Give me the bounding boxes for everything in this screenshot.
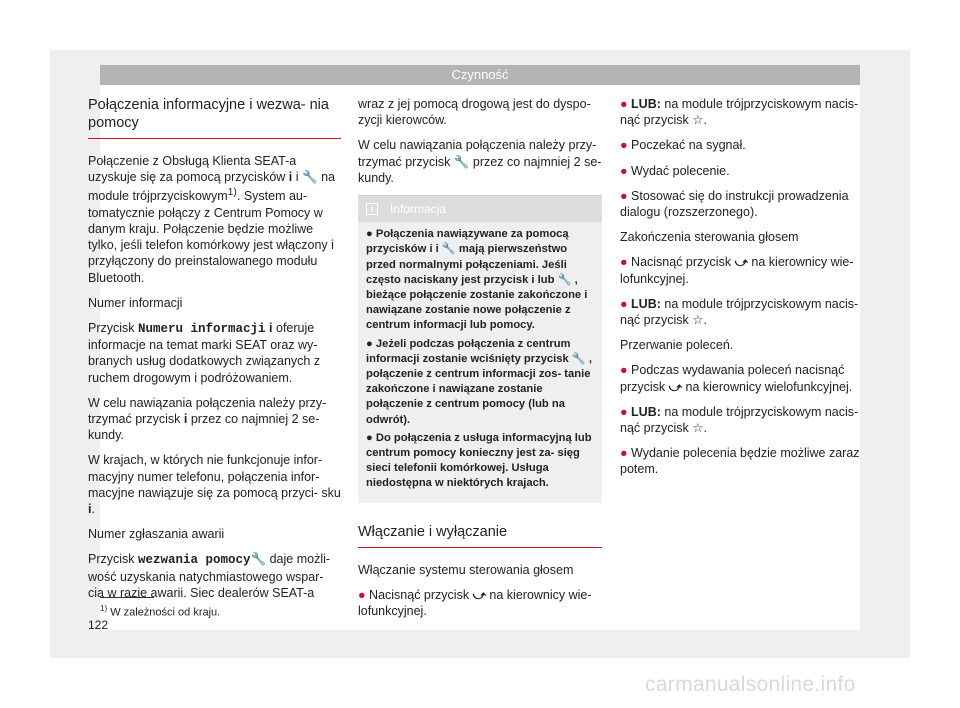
paragraph: Przycisk Numeru informacji i oferuje informacje na temat marki SEAT oraz wy- branych usług dodatkowych związanych z ruchem drogowym i podróżowaniem.: [88, 320, 321, 385]
subheading-voice-end: Zakończenia sterowania głosem: [620, 230, 799, 245]
info-box-header: [358, 196, 602, 222]
column-1: [88, 96, 341, 610]
paragraph: W celu nawiązania połączenia należy przy- trzymać przycisk 🔧 przez co najmniej 2 se- kundy.: [358, 138, 602, 185]
info-box-icon: i: [366, 203, 378, 215]
bullet-item: ● Wydać polecenie.: [620, 163, 730, 178]
bullet-icon: ●: [620, 404, 628, 419]
bullet-item: ● Nacisnąć przycisk ⤻ na kierownicy wie- lofunkcyjnej.: [358, 587, 592, 619]
info-icon: i: [269, 320, 273, 335]
bullet-item: ● Poczekać na sygnał.: [620, 138, 746, 153]
column-3: [620, 96, 860, 487]
bullet-icon: ●: [620, 296, 628, 311]
info-item: ● Do połączenia z usługa informacyjną lub centrum pomocy konieczny jest za- sięg sieci telefonii komórkowej. Usługa niedostępna w niektórych krajach.: [366, 431, 592, 490]
info-icon: i: [429, 243, 433, 256]
wrench-icon: 🔧: [302, 170, 318, 185]
subheading-emergency-number: Numer zgłaszania awarii: [88, 527, 225, 542]
bullet-item: ● Podczas wydawania poleceń nacisnąć przycisk ⤻ na kierownicy wielofunkcyjnej.: [620, 363, 853, 394]
bullet-icon: ●: [620, 138, 628, 153]
bullet-icon: ●: [366, 337, 373, 350]
footnote: $^{1)}$ W zależności od kraju.: [100, 604, 221, 619]
info-item: ● Jeżeli podczas połączenia z centrum informacji zostanie wciśnięty przycisk 🔧 , połączenie z centrum informacji zos- tanie zakończone i nawiązane zostanie połączenie z centrum pomocy (lub na odwrót).: [366, 337, 592, 426]
voice-control-icon: ⤻: [668, 379, 683, 394]
bullet-icon: ●: [358, 587, 366, 602]
wrench-icon: 🔧: [453, 154, 470, 169]
info-box: [358, 195, 602, 503]
wrench-icon: 🔧: [250, 552, 267, 567]
bullet-icon: ●: [366, 228, 373, 241]
bullet-item: ● Stosować się do instrukcji prowadzenia dialogu (rozszerzonego).: [620, 188, 849, 220]
subheading-interrupt: Przerwanie poleceń.: [620, 338, 734, 353]
star-icon: ☆: [692, 313, 704, 328]
bullet-item: ● Wydanie polecenia będzie możliwe zaraz potem.: [620, 446, 860, 477]
wrench-icon: 🔧: [557, 273, 572, 286]
section-heading-on-off: Włączanie i wyłączanie: [358, 523, 602, 548]
section-heading-info-calls: Połączenia informacyjne i wezwa- nia pomocy: [88, 96, 341, 139]
subheading-info-number: Numer informacji: [88, 295, 183, 310]
star-icon: ☆: [692, 421, 704, 436]
info-box-title: Informacja: [390, 202, 447, 217]
info-box-body: [358, 222, 602, 491]
wrench-icon: 🔧: [441, 243, 456, 256]
bullet-icon: ●: [620, 188, 628, 203]
info-icon: i: [531, 273, 535, 286]
column-2: [358, 96, 602, 628]
info-icon: i: [88, 502, 92, 517]
voice-control-icon: ⤻: [734, 255, 748, 270]
bullet-icon: ●: [620, 446, 628, 461]
info-item: ● Połączenia nawiązywane za pomocą przycisków i i 🔧 mają pierwszeństwo przed normalnymi połączeniami. Jeśli często naciskany jest przycisk i lub 🔧 , bieżące połączenie zostanie zakończone i nawiązane zostanie nowe połączenie z centrum informacji lub pomocy.: [366, 228, 588, 332]
paragraph: Połączenie z Obsługą Klienta SEAT-a uzyskuje się za pomocą przycisków i i 🔧 na module trójprzyciskowym$^{1)}$. System au- tomatycznie połączy z Centrum Pomocy w danym kraju. Połączenie będzie możliwe tylko, jeśli telefon komórkowy jest włączony i przyłączony do preinstalowanego modułu Bluetooth.: [88, 154, 335, 285]
info-icon: i: [288, 170, 293, 185]
bullet-item: ● Nacisnąć przycisk ⤻ na kierownicy wie- lofunkcyjnej.: [620, 255, 854, 286]
bullet-icon: ●: [620, 163, 628, 178]
page-number: 122: [88, 618, 109, 632]
info-icon: i: [183, 412, 188, 426]
footnote-ref[interactable]: 1): [227, 187, 237, 199]
footnote-divider: [100, 597, 154, 598]
bullet-item: ● LUB: na module trójprzyciskowym nacis- nąć przycisk ☆.: [620, 296, 859, 328]
paragraph: wraz z jej pomocą drogową jest do dyspo- zycji kierowców.: [358, 97, 591, 128]
voice-control-icon: ⤻: [472, 587, 486, 602]
paragraph: Przycisk wezwania pomocy🔧 daje możli- wość uzyskania natychmiastowego wspar- cia w razie awarii. Siec dealerów SEAT-a: [88, 552, 331, 600]
bullet-icon: ●: [366, 431, 373, 444]
bullet-icon: ●: [620, 363, 628, 378]
paragraph: W krajach, w których nie funkcjonuje infor- macyjny numer telefonu, połączenia infor- macyjne nawiązuje się za pomocą przyci- sku i.: [88, 453, 341, 517]
bullet-icon: ●: [620, 97, 628, 111]
subheading-voice-on: Włączanie systemu sterowania głosem: [358, 562, 574, 577]
watermark: carmanualsonline.info: [645, 673, 856, 696]
wrench-icon: 🔧: [571, 352, 586, 365]
star-icon: ☆: [692, 113, 704, 128]
bullet-icon: ●: [620, 255, 628, 270]
page-header: Czynność: [100, 65, 860, 85]
bullet-item: ● LUB: na module trójprzyciskowym nacis- nąć przycisk ☆.: [620, 97, 859, 128]
paragraph: W celu nawiązania połączenia należy przy- trzymać przycisk i przez co najmniej 2 se- kundy.: [88, 395, 327, 443]
bullet-item: ● LUB: na module trójprzyciskowym nacis- nąć przycisk ☆.: [620, 404, 859, 436]
